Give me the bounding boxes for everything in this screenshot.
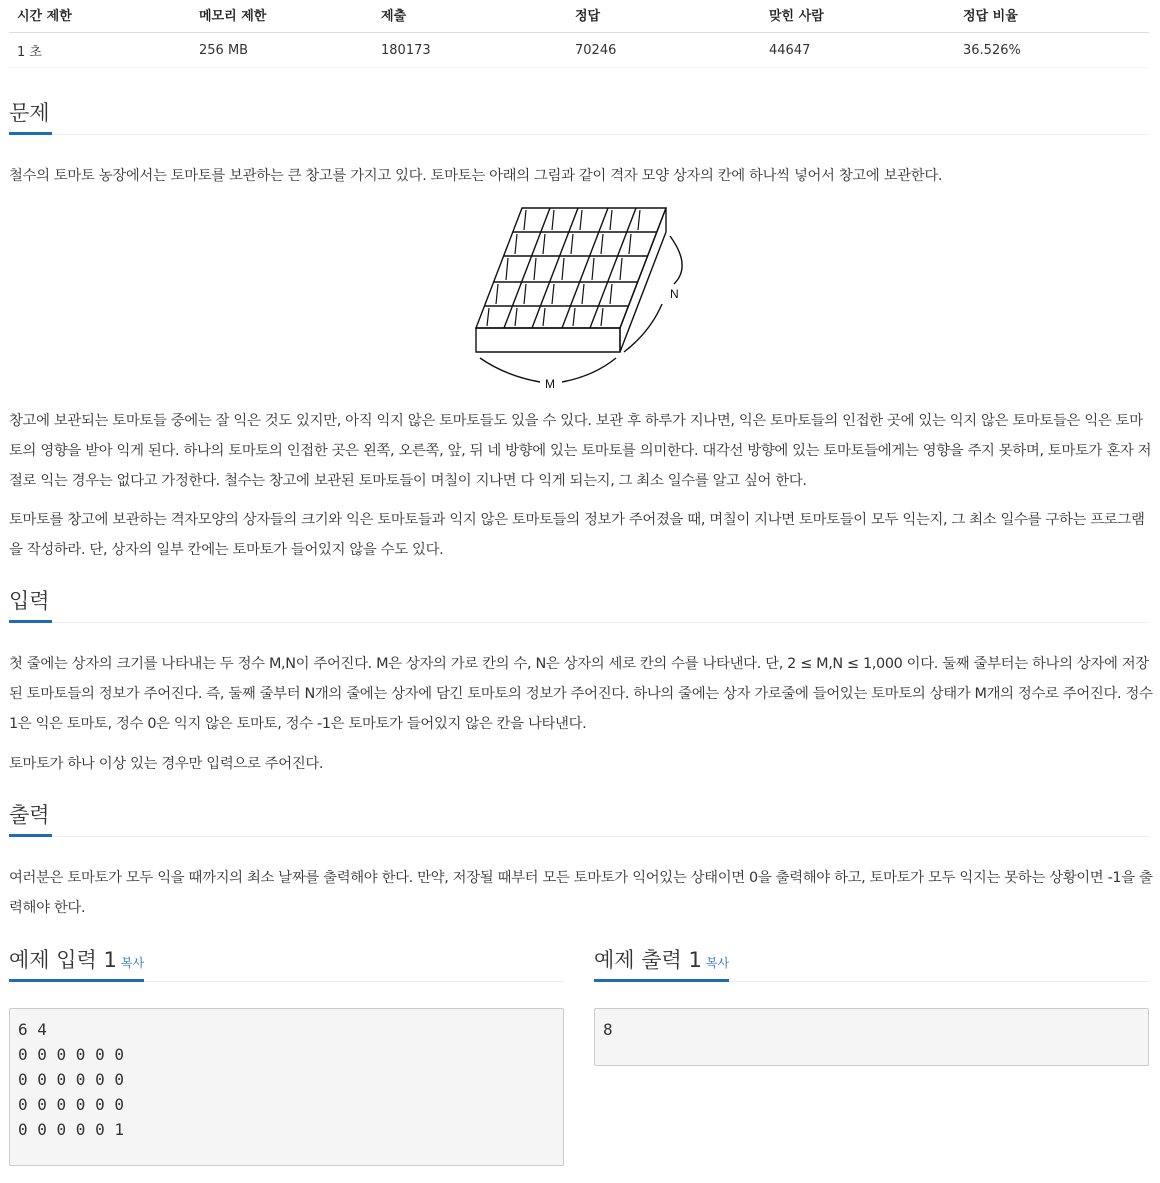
sample-input-header [9,948,564,982]
sample-output-copy-button[interactable]: 복사 [705,956,730,970]
stats-value-accepted: 70246 [575,42,617,58]
stats-value-time-limit: 1 초 [17,44,42,60]
input-section-title: 입력 [9,589,52,623]
problem-section-header [9,101,1149,135]
stats-header-ratio: 정답 비율 [963,8,1018,24]
sample-input-box[interactable]: 6 4 0 0 0 0 0 0 0 0 0 0 0 0 0 0 0 0 0 0 0 0 0 0 0 1 [9,1008,564,1166]
stats-header-solvers: 맞힌 사람 [769,8,824,24]
input-paragraph-1: 첫 줄에는 상자의 크기를 나타내는 두 정수 M,N이 주어진다. M은 상자의 가로 칸의 수, N은 상자의 세로 칸의 수를 나타낸다. 단, 2 ≤ M,N ≤ 1,000 이다. 둘째 줄부터는 하나의 상자에 저장된 토마토들의 정보가 주어진다. 즉, 둘째 줄부터 N개의 줄에는 상자에 담긴 토마토의 정보가 주어진다. 하나의 줄에는 상자 가로줄에 들어있는 토마토의 상태가 M개의 정수로 주어진다. 정수 1은 익은 토마토, 정수 0은 익지 않은 토마토, 정수 -1은 토마토가 들어있지 않은 칸을 나타낸다. [9,656,1153,732]
stats-header-memory-limit: 메모리 제한 [199,8,267,24]
problem-paragraph-1: 철수의 토마토 농장에서는 토마토를 보관하는 큰 창고를 가지고 있다. 토마토는 아래의 그림과 같이 격자 모양 상자의 칸에 하나씩 넣어서 창고에 보관한다. [9,168,943,184]
sample-output-header [594,948,1149,982]
problem-section-title: 문제 [9,101,52,135]
stats-value-submissions: 180173 [381,42,431,58]
input-section-header [9,589,1149,623]
sample-output-title: 예제 출력 1 [594,948,702,972]
sample-input-copy-button[interactable]: 복사 [120,956,145,970]
stats-value-ratio: 36.526% [963,42,1021,58]
output-section-header [9,803,1149,837]
figure-label-m: M [545,377,555,391]
stats-value-memory-limit: 256 MB [199,42,249,58]
stats-header-time-limit: 시간 제한 [17,8,72,24]
stats-header-accepted: 정답 [575,8,601,24]
problem-paragraph-3: 토마토를 창고에 보관하는 격자모양의 상자들의 크기와 익은 토마토들과 익지 않은 토마토들의 정보가 주어졌을 때, 며칠이 지나면 토마토들이 모두 익는지, 그 최소 일수를 구하는 프로그램을 작성하라. 단, 상자의 일부 칸에는 토마토가 들어있지 않을 수도 있다. [9,512,1145,558]
sample-output-title-wrap [594,948,729,982]
output-section-title: 출력 [9,803,52,837]
stats-header-submissions: 제출 [381,8,407,24]
problem-paragraph-2: 창고에 보관되는 토마토들 중에는 잘 익은 것도 있지만, 아직 익지 않은 토마토들도 있을 수 있다. 보관 후 하루가 지나면, 익은 토마토들의 인접한 곳에 있는 익지 않은 토마토들은 익은 토마토의 영향을 받아 익게 된다. 하나의 토마토의 인접한 곳은 왼쪽, 오른쪽, 앞, 뒤 네 방향에 있는 토마토를 의미한다. 대각선 방향에 있는 토마토들에게는 영향을 주지 못하며, 토마토가 혼자 저절로 익는 경우는 없다고 가정한다. 철수는 창고에 보관된 토마토들이 며칠이 지나면 다 익게 되는지, 그 최소 일수를 알고 싶어 한다. [9,413,1152,489]
stats-value-row [9,33,1149,68]
sample-input-title: 예제 입력 1 [9,948,117,972]
sample-output-box[interactable]: 8 [594,1008,1149,1066]
output-paragraph-1: 여러분은 토마토가 모두 익을 때까지의 최소 날짜를 출력해야 한다. 만약, 저장될 때부터 모든 토마토가 익어있는 상태이면 0을 출력해야 하고, 토마토가 모두 익지는 못하는 상황이면 -1을 출력해야 한다. [9,870,1153,916]
problem-stats-table [9,0,1149,68]
tomato-box-figure [470,204,690,394]
sample-input-title-wrap [9,948,144,982]
stats-value-solvers: 44647 [769,42,811,58]
input-paragraph-2: 토마토가 하나 이상 있는 경우만 입력으로 주어진다. [9,756,324,772]
figure-label-n: N [670,287,679,301]
stats-header-row [9,0,1149,33]
